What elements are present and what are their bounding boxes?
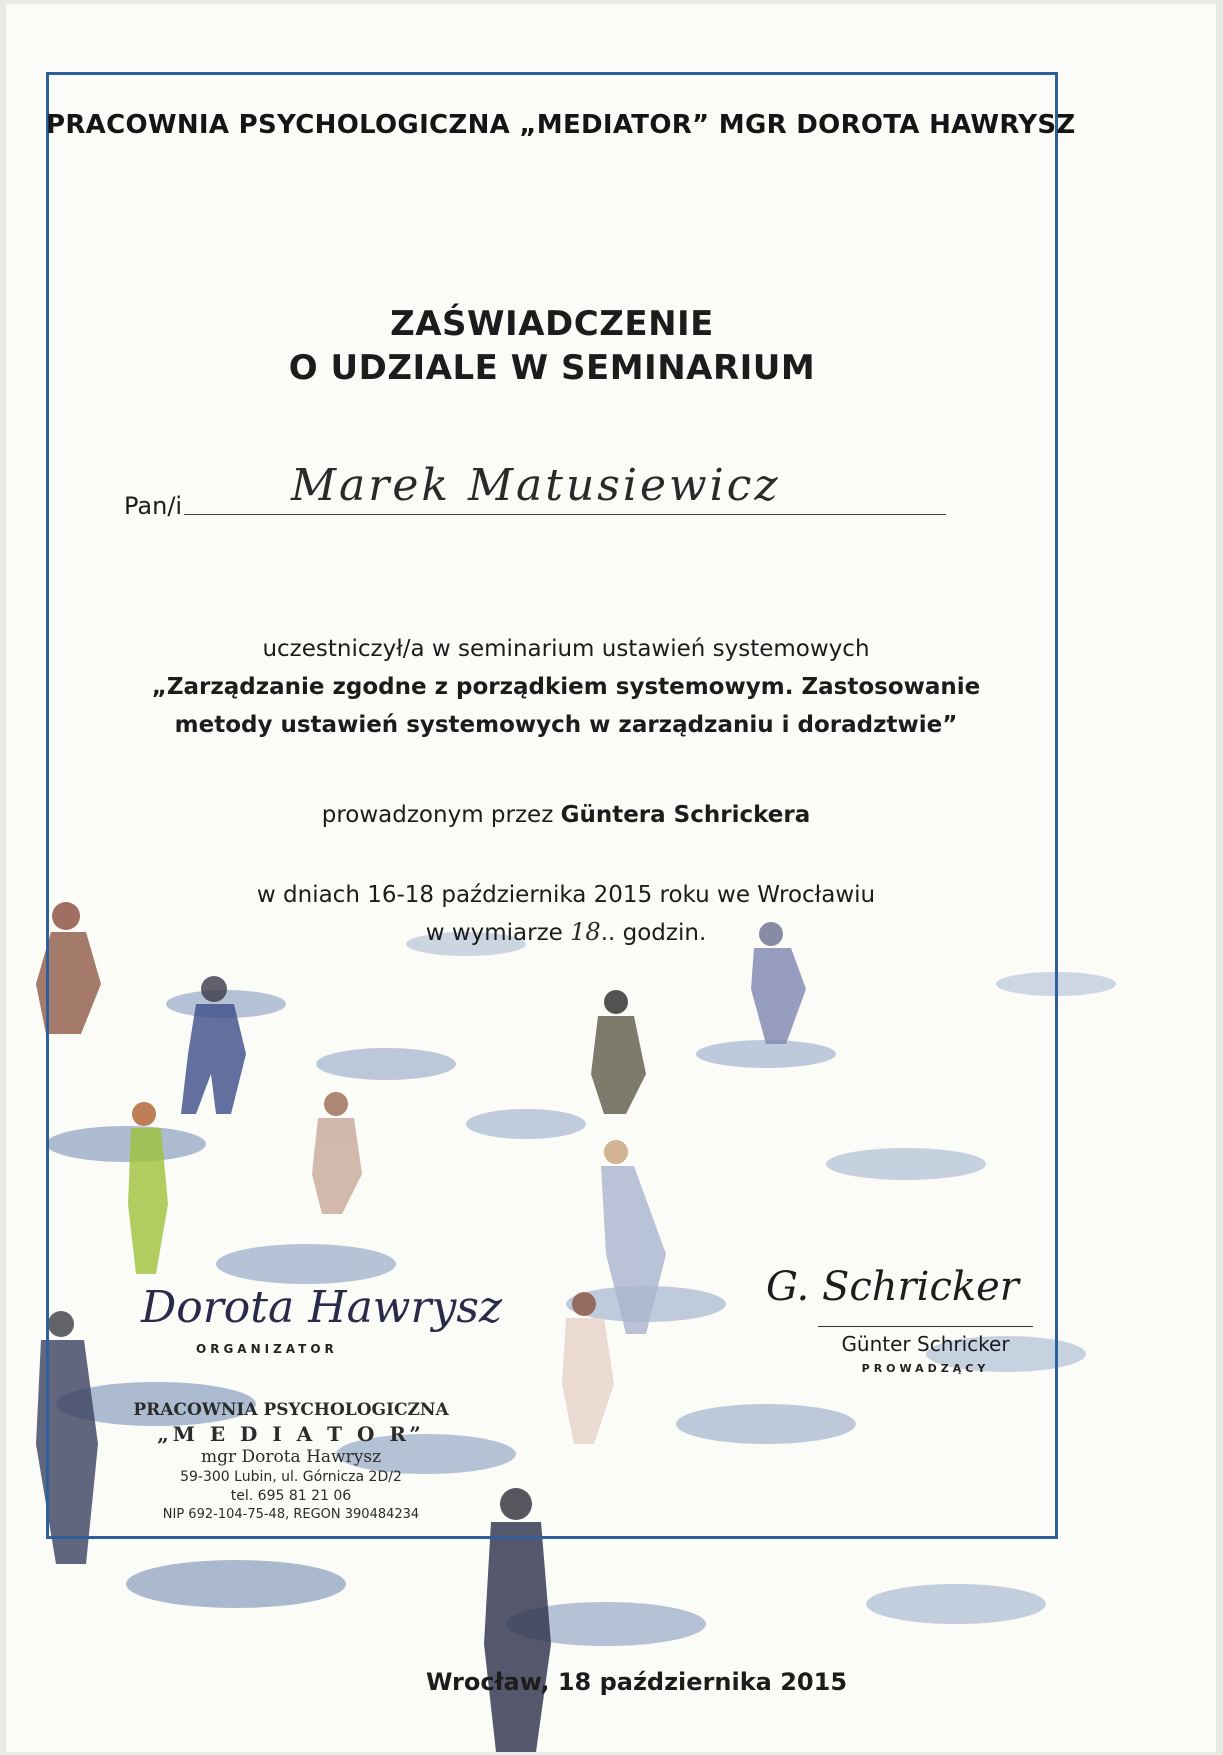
hours-handwritten: 18 [570, 918, 601, 946]
leader-role: PROWADZĄCY [861, 1362, 990, 1375]
recipient-name-handwritten: Marek Matusiewicz [291, 460, 781, 511]
organizer-role: ORGANIZATOR [196, 1342, 338, 1356]
seminar-title-line-2: metody ustawień systemowych w zarządzaniu i doradztwie” [174, 712, 958, 738]
certificate-subtitle: O UDZIALE W SEMINARIUM [288, 348, 816, 388]
stamp-line-4: 59-300 Lubin, ul. Górnicza 2D/2 [180, 1469, 402, 1485]
leader-signature: G. Schricker [766, 1264, 1019, 1310]
seminar-hours [46, 918, 1086, 946]
stamp-line-6: NIP 692-104-75-48, REGON 390484234 [162, 1507, 420, 1522]
led-by-text [46, 802, 1086, 828]
led-by-name: Güntera Schrickera [560, 802, 811, 828]
certificate-sheet [6, 4, 1216, 1752]
stamp-line-1: PRACOWNIA PSYCHOLOGICZNA [133, 1400, 449, 1420]
recipient-name-line [184, 514, 946, 515]
organization-header: PRACOWNIA PSYCHOLOGICZNA „MEDIATOR” MGR DOROTA HAWRYSZ [46, 110, 1076, 140]
leader-signature-line [818, 1326, 1033, 1327]
participation-text: uczestniczył/a w seminarium ustawień systemowych [262, 636, 870, 662]
hours-suffix: .. godzin. [600, 920, 707, 946]
seminar-dates: w dniach 16-18 października 2015 roku we Wrocławiu [256, 882, 876, 908]
stamp-line-3: mgr Dorota Hawrysz [200, 1447, 382, 1467]
leader-name: Günter Schricker [841, 1332, 1010, 1356]
led-by-prefix: prowadzonym przez [321, 802, 561, 828]
stamp-line-2: „M E D I A T O R” [157, 1422, 425, 1446]
certificate-title: ZAŚWIADCZENIE [390, 304, 714, 344]
stamp-line-5: tel. 695 81 21 06 [230, 1488, 352, 1504]
place-and-date: Wrocław, 18 października 2015 [426, 1668, 848, 1696]
hours-prefix: w wymiarze [425, 920, 571, 946]
organizer-signature: Dorota Hawrysz [141, 1282, 503, 1333]
seminar-title-line-1: „Zarządzanie zgodne z porządkiem systemowym. Zastosowanie [151, 674, 981, 700]
recipient-label: Pan/i [124, 492, 183, 520]
